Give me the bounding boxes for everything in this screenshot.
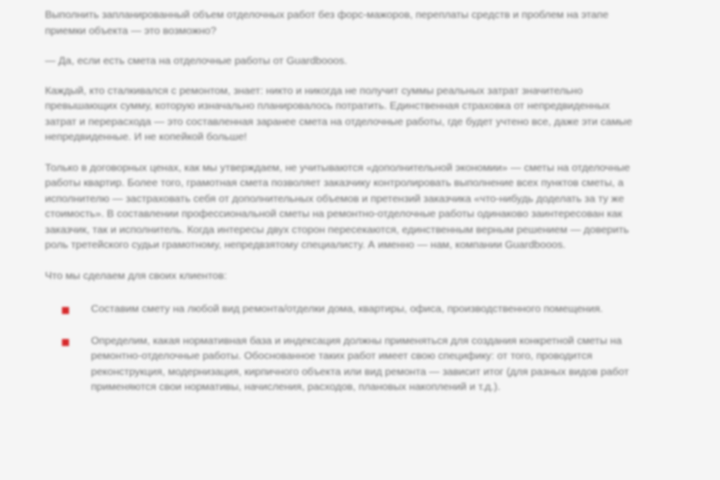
list-item-text: Определим, какая нормативная база и индексация должны применяться для создания конкретной сметы на ремонтно-отделочные работы. Обоснованное таких работ имеет свою специфику: от того, проводится реконструкция, модернизация, кирпичного объекта или вид ремонта — зависит итог (для разных видов работ применяются свои нормативы, начисления, расходов, плановых накоплений и т.д.). xyxy=(91,334,629,393)
services-lead: Что мы сделаем для своих клиентов: xyxy=(45,269,227,282)
paragraph-contract: Только в договорных ценах, как мы утверждаем, не учитываются «дополнительной экономии» — сметы на отделочные работы квартир. Более того, грамотная смета позволяет заказчику контролировать выполнение всех пунктов сметы, а исполнителю — застраховать себя от дополнительных объемов и претензий заказчика «что-нибудь доделать за ту же стоимость». В составлении профессиональной сметы на ремонтно-отделочные работы одинаково заинтересован как заказчик, так и исполнитель. Когда интересы двух сторон пересекаются, единственным верным решением — доверить роль третейского судьи грамотному, непредвзятому специалисту. А именно — нам, компании Guardbooos. xyxy=(45,161,630,251)
paragraph-pricing: Каждый, кто сталкивался с ремонтом, знает: никто и никогда не получит суммы реальных затрат значительно превышающих сумму, которую изначально планировалось потратить. Единственная страховка от непредвиденных затрат и перерасхода — это составленная заранее смета на отделочные работы, где будет учтено все, даже эти самые непредвиденные. И не копейкой больше! xyxy=(45,84,633,143)
list-item xyxy=(45,334,635,396)
services-list xyxy=(45,302,635,396)
bullet-square-icon xyxy=(62,339,69,346)
article-body xyxy=(45,8,635,412)
bullet-square-icon xyxy=(62,307,69,314)
list-item xyxy=(45,302,635,318)
intro-paragraph: Выполнить запланированный объем отделочных работ без форс-мажоров, переплаты средств и проблем на этапе приемки объекта — это возможно? xyxy=(45,9,609,37)
quote-paragraph: — Да, если есть смета на отделочные работы от Guardbooos. xyxy=(45,55,348,67)
list-item-text: Составим смету на любой вид ремонта/отделки дома, квартиры, офиса, производственного помещения. xyxy=(91,303,603,315)
